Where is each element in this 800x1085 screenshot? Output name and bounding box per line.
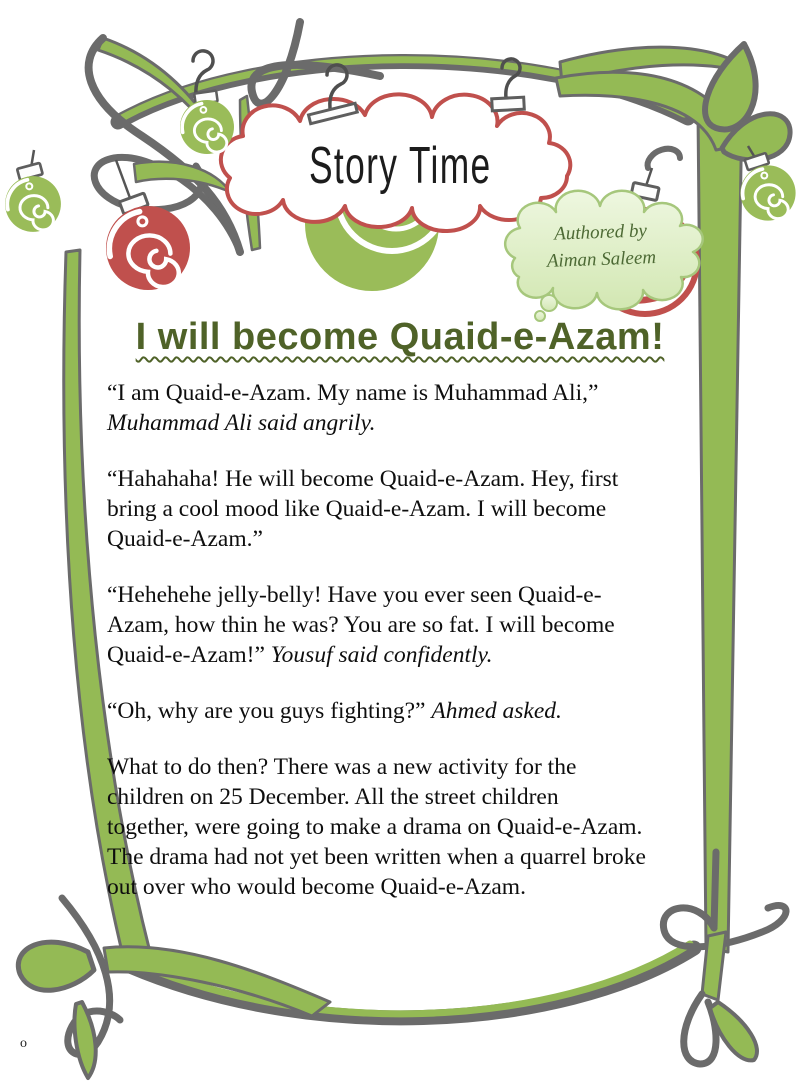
banner-title-text: Story Time xyxy=(308,137,492,195)
story-line xyxy=(107,408,757,438)
story-line xyxy=(107,580,757,610)
story-line xyxy=(107,524,757,554)
story-line xyxy=(107,378,757,408)
story-line xyxy=(107,812,757,842)
story-text-segment: What to do then? There was a new activity for the xyxy=(107,754,577,780)
authored-by-line: Authored by xyxy=(553,220,648,245)
story-heading-text: I will become Quaid-e-Azam! xyxy=(135,316,665,358)
page-marker: o xyxy=(20,1036,27,1051)
story-time-banner xyxy=(235,136,565,196)
corner-flourish-top-right xyxy=(556,44,790,168)
story-text-segment: bring a cool mood like Quaid-e-Azam. I will become xyxy=(107,496,607,522)
story-text-segment: “I am Quaid-e-Azam. My name is Muhammad Ali,” xyxy=(107,380,599,406)
story-line xyxy=(107,610,757,640)
story-line xyxy=(107,464,757,494)
story-paragraph xyxy=(107,464,757,554)
authored-by-bubble xyxy=(504,216,698,277)
author-name: Aiman Saleem xyxy=(546,247,657,272)
story-heading xyxy=(0,316,800,359)
green-ornament-right-icon xyxy=(740,146,795,221)
story-line xyxy=(107,872,757,902)
story-text-segment: together, were going to make a drama on Quaid-e-Azam. xyxy=(107,814,643,840)
green-ornament-top-left-icon xyxy=(5,150,61,232)
story-line xyxy=(107,782,757,812)
story-paragraph xyxy=(107,752,757,902)
story-text-segment: children on 25 December. All the street children xyxy=(107,784,559,810)
story-paragraph xyxy=(107,696,757,726)
story-text-segment: Azam, how thin he was? You are so fat. I will become xyxy=(107,612,615,638)
story-text-segment: out over who would become Quaid-e-Azam. xyxy=(107,874,526,900)
story-line xyxy=(107,494,757,524)
story-text-segment: Ahmed asked. xyxy=(431,698,562,724)
story-text-segment: “Hehehehe jelly-belly! Have you ever seen Quaid-e- xyxy=(107,582,602,608)
story-text-segment: Quaid-e-Azam!” xyxy=(107,642,271,668)
story-line xyxy=(107,842,757,872)
story-text-segment: The drama had not yet been written when a quarrel broke xyxy=(107,844,646,870)
story-paragraph xyxy=(107,580,757,670)
story-text-segment: Yousuf said confidently. xyxy=(270,642,493,668)
story-line xyxy=(107,640,757,670)
story-text-segment: Muhammad Ali said angrily. xyxy=(107,410,376,436)
story-text-segment: Quaid-e-Azam.” xyxy=(107,526,263,552)
story-text-segment: “Oh, why are you guys fighting?” xyxy=(107,698,432,724)
story-text-segment: “Hahahaha! He will become Quaid-e-Azam. Hey, first xyxy=(107,466,619,492)
story-body xyxy=(107,378,757,928)
story-paragraph xyxy=(107,378,757,438)
story-line xyxy=(107,752,757,782)
story-line xyxy=(107,696,757,726)
